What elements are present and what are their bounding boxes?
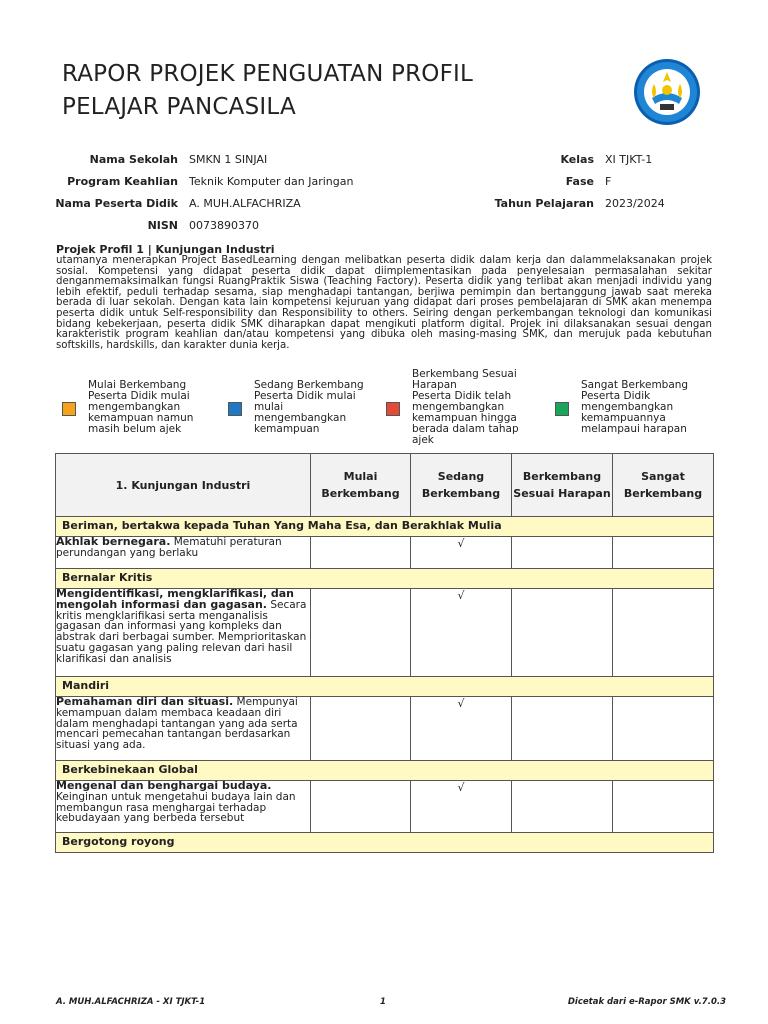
info-row-kelas: [400, 153, 720, 167]
level-cell-sedang: √: [411, 781, 512, 833]
dimension-row: [56, 761, 714, 781]
level-cell-sedang: √: [411, 697, 512, 761]
subelement-title: Mengenal dan benghargai budaya.: [56, 779, 272, 792]
legend-name: Sangat Berkembang: [581, 379, 689, 391]
footer-page-number: 1: [380, 997, 386, 1007]
table-row: [56, 589, 714, 677]
legend-swatch-blue: [228, 402, 242, 416]
legend-item-sedang: [228, 369, 388, 439]
level-cell-mulai: [311, 697, 411, 761]
level-cell-sesuai-harapan: [512, 537, 613, 569]
value-nisn: 0073890370: [189, 219, 259, 232]
legend-name: Mulai Berkembang: [88, 379, 187, 391]
level-cell-mulai: [311, 781, 411, 833]
level-cell-mulai: [311, 589, 411, 677]
dimension-label: Bergotong royong: [56, 833, 714, 853]
level-cell-sesuai-harapan: [512, 781, 613, 833]
info-row-nisn: [0, 219, 360, 233]
subelement-cell: [56, 697, 311, 761]
label-fase: Fase: [565, 175, 594, 188]
value-nama-peserta-didik: A. MUH.ALFACHRIZA: [189, 197, 301, 210]
subelement-title: Pemahaman diri dan situasi.: [56, 695, 234, 708]
title-line-1: RAPOR PROJEK PENGUATAN PROFIL: [62, 61, 474, 87]
legend-name: Berkembang Sesuai Harapan: [412, 368, 517, 391]
dimension-row: [56, 833, 714, 853]
value-kelas: XI TJKT-1: [605, 153, 653, 166]
level-cell-sangat: [613, 781, 714, 833]
dimension-row: [56, 569, 714, 589]
subelement-text: Secara kritis mengklarifikasi serta menganalisis gagasan dan informasi yang kompleks dan abstrak dari berbagai sumber. Memprioritaskan suatu gagasan yang paling relevan dari hasil klarifikasi dan analisis: [56, 598, 307, 665]
subelement-text: Mempunyai kemampuan dalam membaca keadaan diri dalam menghadapi tantangan yang ada serta mencari pemecahan tantangan berdasarkan situasi yang ada.: [56, 696, 298, 752]
value-fase: F: [605, 175, 612, 188]
dimension-label: Mandiri: [56, 677, 714, 697]
value-tahun-pelajaran: 2023/2024: [605, 197, 665, 210]
table-row: [56, 537, 714, 569]
assessment-table: [55, 453, 714, 853]
level-cell-sesuai-harapan: [512, 697, 613, 761]
subelement-cell: [56, 537, 311, 569]
legend-text: [412, 369, 520, 446]
level-cell-sangat: [613, 537, 714, 569]
legend-item-sangat: [555, 369, 715, 439]
column-header-sesuai-harapan: Berkembang Sesuai Harapan: [512, 454, 613, 517]
footer-printed-by: Dicetak dari e-Rapor SMK v.7.0.3: [567, 997, 726, 1007]
label-program-keahlian: Program Keahlian: [67, 175, 178, 188]
legend-desc: Peserta Didik mulai mengembangkan kemampuan namun masih belum ajek: [88, 390, 194, 435]
legend-swatch-red: [386, 402, 400, 416]
subelement-cell: [56, 589, 311, 677]
legend-desc: Peserta Didik mulai mulai mengembangkan kemampuan: [254, 390, 356, 435]
legend-name: Sedang Berkembang: [254, 379, 364, 391]
legend-swatch-orange: [62, 402, 76, 416]
table-header-row: [56, 454, 714, 517]
info-row-nama-sekolah: [0, 153, 360, 167]
level-cell-sangat: [613, 697, 714, 761]
level-cell-sangat: [613, 589, 714, 677]
legend-text: [254, 380, 369, 435]
label-nama-peserta-didik: Nama Peserta Didik: [55, 197, 178, 210]
info-row-program-keahlian: [0, 175, 360, 189]
dimension-row: [56, 517, 714, 537]
label-tahun-pelajaran: Tahun Pelajaran: [494, 197, 594, 210]
label-nama-sekolah: Nama Sekolah: [89, 153, 178, 166]
subelement-text: Keinginan untuk mengetahui budaya lain dan membangun rasa menghargai terhadap kebudayaan yang berbeda tersebut: [56, 790, 296, 825]
label-nisn: NISN: [147, 219, 178, 232]
project-title: Projek Profil 1 | Kunjungan Industri: [56, 243, 275, 256]
subelement-cell: [56, 781, 311, 833]
table-row: [56, 781, 714, 833]
project-description: utamanya menerapkan Project BasedLearning dengan melibatkan peserta didik dalam kerja dan dalammelaksanakan projek sosial. Kompetensi yang didapat peserta didik dapat diimplementasikan pada penyelesaian permasalahan sekitar denganmemaksimalkan fungsi RuangPraktik Siswa (Teaching Factory). Peserta didik yang terlibat akan menjadi individu yang lebih efektif, peduli terhadap sesama, siap menghadapi tantangan, berjiwa pemimpin dan bertanggung jawab saat mereka berada di luar sekolah. Dengan kata lain kompetensi kejuruan yang didapat dari proses pembelajaran di SMK akan menempa peserta didik untuk Self-responsibility dan Responsibility to others. Seiring dengan perkembangan teknologi dan komunikasi bidang kebekerjaan, peserta didik SMK diharapkan dapat mengikuti platform digital. Projek ini dilaksanakan sesuai dengan karakteristik program keahlian dan/atau kompetensi yang dibuka oleh masing-masing SMK, dan merujuk pada kebutuhan softskills, hardskills, dan karakter dunia kerja.: [56, 255, 712, 351]
legend-desc: Peserta Didik mengembangkan kemampuannya melampaui harapan: [581, 390, 687, 435]
column-header-sangat: Sangat Berkembang: [613, 454, 714, 517]
legend-item-mulai: [62, 369, 222, 439]
title-line-2: PELAJAR PANCASILA: [62, 94, 296, 120]
column-header-mulai: Mulai Berkembang: [311, 454, 411, 517]
info-row-tahun-pelajaran: [400, 197, 720, 211]
legend-item-sesuai-harapan: [386, 369, 546, 449]
value-program-keahlian: Teknik Komputer dan Jaringan: [189, 175, 354, 188]
footer-student: A. MUH.ALFACHRIZA - XI TJKT-1: [56, 997, 206, 1007]
tut-wuri-handayani-logo: [632, 58, 702, 126]
dimension-label: Berkebinekaan Global: [56, 761, 714, 781]
legend-desc: Peserta Didik telah mengembangkan kemampuan hingga berada dalam tahap ajek: [412, 390, 519, 446]
level-cell-sedang: √: [411, 589, 512, 677]
table-heading: 1. Kunjungan Industri: [56, 454, 311, 517]
info-row-fase: [400, 175, 720, 189]
subelement-text: Mematuhi peraturan perundangan yang berlaku: [56, 536, 282, 559]
legend-text: [88, 380, 203, 435]
subelement-title: Mengidentifikasi, mengklarifikasi, dan mengolah informasi dan gagasan.: [56, 587, 294, 611]
legend-text: [581, 380, 696, 435]
column-header-sedang: Sedang Berkembang: [411, 454, 512, 517]
page-title: [62, 58, 582, 124]
dimension-label: Beriman, bertakwa kepada Tuhan Yang Maha Esa, dan Berakhlak Mulia: [56, 517, 714, 537]
subelement-title: Akhlak bernegara.: [56, 535, 171, 548]
dimension-label: Bernalar Kritis: [56, 569, 714, 589]
legend-swatch-green: [555, 402, 569, 416]
level-cell-sedang: √: [411, 537, 512, 569]
level-cell-mulai: [311, 537, 411, 569]
label-kelas: Kelas: [560, 153, 594, 166]
info-row-nama-peserta-didik: [0, 197, 360, 211]
dimension-row: [56, 677, 714, 697]
value-nama-sekolah: SMKN 1 SINJAI: [189, 153, 268, 166]
level-cell-sesuai-harapan: [512, 589, 613, 677]
table-row: [56, 697, 714, 761]
